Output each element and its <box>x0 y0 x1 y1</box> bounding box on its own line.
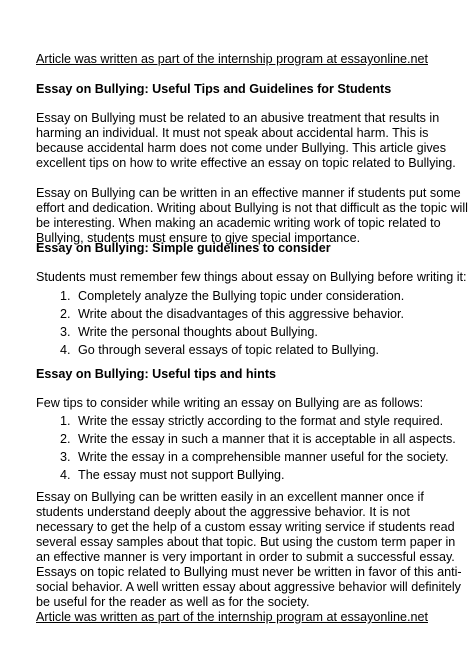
list-item-text: Write the personal thoughts about Bullying. <box>78 325 318 339</box>
header-link[interactable]: Article was written as part of the internship program at essayonline.net <box>36 52 428 66</box>
list-item-number: 1. <box>60 414 71 428</box>
paragraph-1-line-4: excellent tips on how to write effective an essay on topic related to Bullying. <box>36 156 456 170</box>
paragraph-3-line-2: students understand deeply about the aggressive behavior. It is not <box>36 505 410 519</box>
paragraph-3-line-3: necessary to get the help of a custom essay writing service if students read <box>36 520 455 534</box>
list-item-text: The essay must not support Bullying. <box>78 468 285 482</box>
list-item-number: 4. <box>60 343 71 357</box>
paragraph-3-line-6: Essays on topic related to Bullying must never be written in favor of this anti- <box>36 565 462 579</box>
list-item-number: 4. <box>60 468 71 482</box>
list-item-text: Write the essay in a comprehensible manner useful for the society. <box>78 450 449 464</box>
tips-intro: Few tips to consider while writing an essay on Bullying are as follows: <box>36 396 424 410</box>
paragraph-2-line-3: be interesting. When making an academic writing work of topic related to <box>36 216 441 230</box>
list-item-number: 3. <box>60 450 71 464</box>
paragraph-1-line-3: because accidental harm does not come under Bullying. This article gives <box>36 141 446 155</box>
paragraph-3-line-1: Essay on Bullying can be written easily in an excellent manner once if <box>36 490 424 504</box>
list-item-number: 2. <box>60 307 71 321</box>
list-item-text: Write about the disadvantages of this aggressive behavior. <box>78 307 405 321</box>
list-item-number: 2. <box>60 432 71 446</box>
list-item-text: Write the essay strictly according to the format and style required. <box>78 414 444 428</box>
list-item-number: 3. <box>60 325 71 339</box>
section-heading-guidelines: Essay on Bullying: Simple guidelines to consider <box>36 241 331 255</box>
paragraph-3-line-5: an effective manner is very important in order to submit a successful essay. <box>36 550 455 564</box>
footer-link[interactable]: Article was written as part of the internship program at essayonline.net <box>36 610 428 624</box>
list-item-number: 1. <box>60 289 71 303</box>
list-item-text: Write the essay in such a manner that it is acceptable in all aspects. <box>78 432 456 446</box>
list-item-text: Completely analyze the Bullying topic under consideration. <box>78 289 405 303</box>
paragraph-1-line-1: Essay on Bullying must be related to an abusive treatment that results in <box>36 111 440 125</box>
paragraph-2-line-1: Essay on Bullying can be written in an effective manner if students put some <box>36 186 461 200</box>
paragraph-2-line-2: effort and dedication. Writing about Bullying is not that difficult as the topic will <box>36 201 468 215</box>
document-title: Essay on Bullying: Useful Tips and Guidelines for Students <box>36 82 392 96</box>
section-heading-tips: Essay on Bullying: Useful tips and hints <box>36 367 277 381</box>
paragraph-1-line-2: harming an individual. It must not speak about accidental harm. This is <box>36 126 429 140</box>
paragraph-3-line-4: several essay samples about that topic. But using the custom term paper in <box>36 535 456 549</box>
list-item-text: Go through several essays of topic related to Bullying. <box>78 343 380 357</box>
guidelines-intro: Students must remember few things about essay on Bullying before writing it: <box>36 270 467 284</box>
paragraph-3-line-7: social behavior. A well written essay about aggressive behavior will definitely <box>36 580 461 594</box>
paragraph-2-line-4: Bullying, students must ensure to give special importance. <box>36 231 361 245</box>
paragraph-3-line-8: be useful for the reader as well as for the society. <box>36 595 310 609</box>
